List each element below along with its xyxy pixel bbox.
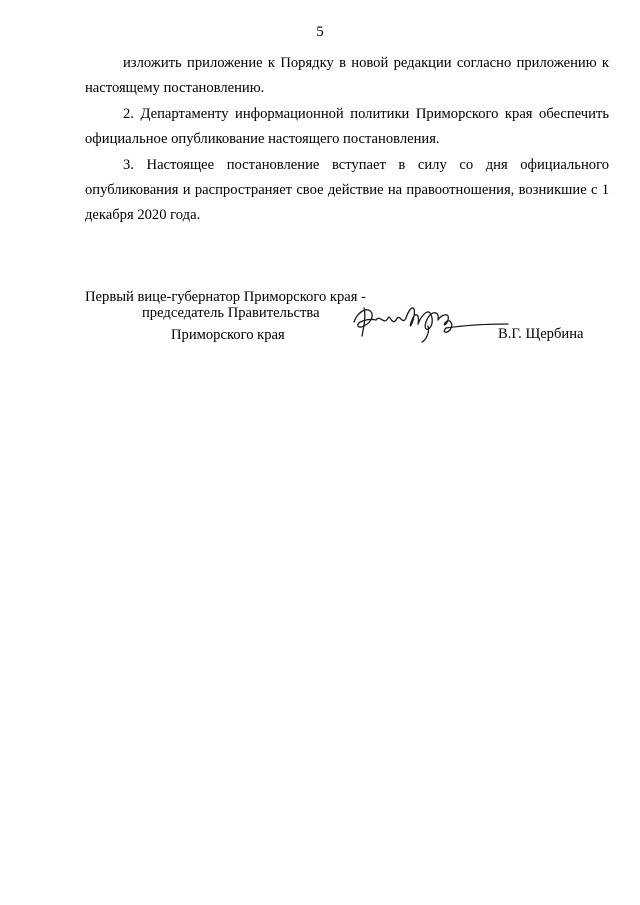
signer-name: В.Г. Щербина — [498, 326, 584, 342]
paragraph-item-2: 2. Департаменту информационной политики Приморского края обеспечить официальное опубликование настоящего постановления. — [85, 105, 609, 148]
page-number: 5 — [316, 24, 324, 40]
signer-position-line1: Первый вице-губернатор Приморского края - — [85, 289, 367, 305]
signer-position-line2: председатель Правительства — [142, 305, 320, 321]
signature-block — [85, 286, 609, 366]
signer-position-line3: Приморского края — [171, 327, 285, 343]
paragraph-item-3: 3. Настоящее постановление вступает в силу со дня официального опубликования и распространяет свое действие на правоотношения, возникшие с 1 декабря 2020 года. — [85, 156, 609, 224]
paragraph-continuation: изложить приложение к Порядку в новой редакции согласно приложению к настоящему постановлению. — [85, 55, 609, 97]
handwritten-signature — [350, 296, 510, 346]
document-body — [85, 51, 609, 229]
